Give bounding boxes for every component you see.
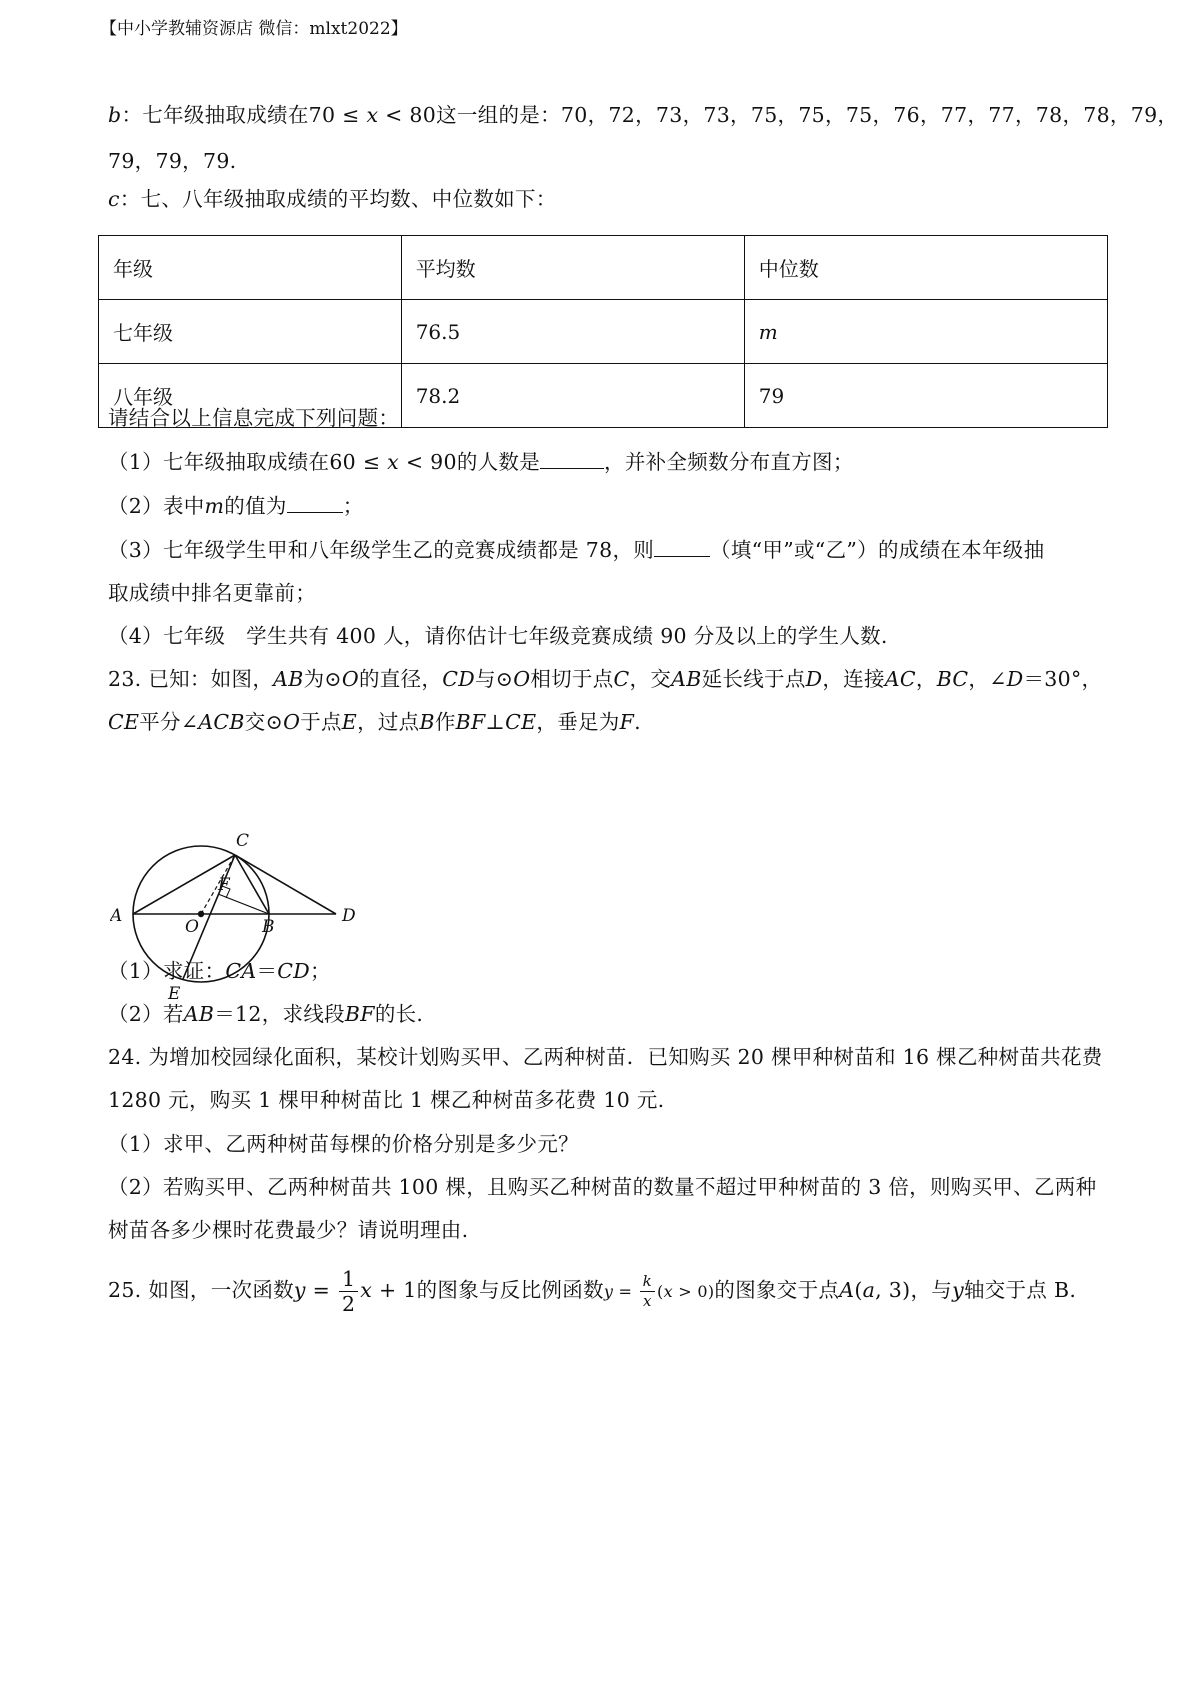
table-header-cell: 中位数 bbox=[744, 236, 1107, 300]
q22-2-var: m bbox=[204, 494, 225, 518]
q22-part-3 bbox=[108, 535, 1044, 565]
line-cd bbox=[235, 855, 336, 914]
part-b-values: 这一组的是：70，72，73，73，75，75，75，76，77，77，78，78，79， bbox=[436, 103, 1179, 127]
q23-math: BC bbox=[936, 667, 969, 691]
label-b: B bbox=[262, 917, 275, 937]
table-header-cell: 平均数 bbox=[401, 236, 744, 300]
q22-1-text-3: ，并补全频数分布直方图； bbox=[604, 450, 854, 474]
label-a: A bbox=[110, 906, 123, 926]
answer-blank[interactable] bbox=[540, 448, 604, 469]
q23-2-text: （2）若 bbox=[108, 1002, 184, 1026]
line-bf bbox=[218, 894, 269, 914]
q23-math: BF bbox=[455, 710, 486, 734]
table-header-row bbox=[99, 236, 1108, 300]
q23-text: ， bbox=[915, 667, 937, 691]
q23-1-text: （1）求证： bbox=[108, 959, 226, 983]
q23-text: 作 bbox=[434, 710, 456, 734]
q25-text: ，与 bbox=[910, 1278, 953, 1302]
line-cb bbox=[235, 855, 269, 914]
q25-math: = bbox=[613, 1282, 638, 1301]
q25-text: 轴交于点 B. bbox=[963, 1278, 1077, 1302]
fraction-denominator: x bbox=[642, 1292, 652, 1310]
q23-text: 23. 已知：如图， bbox=[108, 667, 274, 691]
label-f: F bbox=[218, 875, 230, 895]
q23-text: 为⊙ bbox=[303, 667, 342, 691]
page-header: 【中小学教辅资源店 微信：mlxt2022】 bbox=[100, 19, 408, 39]
part-b-text: ：七年级抽取成绩在 bbox=[121, 103, 309, 127]
q22-3-text-2: （填“甲”或“乙”）的成绩在本年级抽 bbox=[710, 538, 1045, 562]
q23-1-math: CA bbox=[225, 959, 257, 983]
table-row bbox=[99, 300, 1108, 364]
q25-math: ( bbox=[657, 1282, 664, 1301]
q23-text: ⊥ bbox=[485, 710, 506, 734]
part-b-var: x bbox=[366, 103, 379, 127]
q23-text: ，垂足为 bbox=[536, 710, 620, 734]
q23-math: O bbox=[513, 667, 531, 691]
q25-text: 25. 如图，一次函数 bbox=[108, 1278, 294, 1302]
q22-1-math-2: < 90 bbox=[399, 450, 457, 474]
q23-text: ＝30°， bbox=[1023, 667, 1103, 691]
q23-math: AB bbox=[273, 667, 304, 691]
q25-line-1 bbox=[108, 1262, 1076, 1320]
table-cell: 79 bbox=[744, 364, 1107, 428]
q23-math: F bbox=[619, 710, 635, 734]
q23-text: 延长线于点 bbox=[701, 667, 806, 691]
part-b-line-2: 79，79，79. bbox=[108, 149, 237, 173]
q22-1-text-2: 的人数是 bbox=[456, 450, 541, 474]
fraction-k-over-x bbox=[640, 1274, 655, 1309]
q23-line-2 bbox=[108, 707, 641, 737]
q23-1-text: ＝ bbox=[256, 959, 278, 983]
answer-blank[interactable] bbox=[654, 536, 710, 557]
q23-math: C bbox=[613, 667, 630, 691]
table-cell: m bbox=[744, 300, 1107, 364]
q22-2-text-2: 的值为 bbox=[224, 494, 287, 518]
q23-text: . bbox=[634, 710, 641, 734]
q22-part-3-cont: 取成绩中排名更靠前； bbox=[108, 581, 316, 605]
q22-intro: 请结合以上信息完成下列问题： bbox=[108, 406, 400, 430]
part-b-math-2: < 80 bbox=[378, 103, 437, 127]
answer-blank[interactable] bbox=[287, 492, 343, 513]
q22-1-text: （1）七年级抽取成绩在 bbox=[108, 450, 330, 474]
q23-math: E bbox=[341, 710, 358, 734]
q23-math: AB bbox=[671, 667, 702, 691]
q24-line-2: 1280 元，购买 1 棵甲种树苗比 1 棵乙种树苗多花费 10 元. bbox=[108, 1088, 665, 1112]
q25-math: y bbox=[952, 1278, 964, 1302]
q25-text: 的图象与反比例函数 bbox=[416, 1278, 604, 1302]
q25-math: x bbox=[360, 1278, 373, 1302]
table-cell: 76.5 bbox=[401, 300, 744, 364]
q25-math: x bbox=[663, 1282, 673, 1301]
q25-math: = bbox=[305, 1278, 337, 1302]
label-c: C bbox=[236, 831, 250, 851]
fraction-numerator: k bbox=[640, 1274, 655, 1292]
q25-math: > 0) bbox=[672, 1282, 715, 1301]
q23-math: CD bbox=[442, 667, 475, 691]
q23-1-text: ； bbox=[309, 959, 331, 983]
table-cell: 78.2 bbox=[401, 364, 744, 428]
part-b-math: 70 ≤ bbox=[308, 103, 367, 127]
q23-math: ACB bbox=[198, 710, 245, 734]
q25-math: , 3) bbox=[875, 1278, 911, 1302]
q23-1-math: CD bbox=[277, 959, 310, 983]
q23-math: AC bbox=[884, 667, 916, 691]
q22-1-var: x bbox=[387, 450, 400, 474]
q23-math: CE bbox=[108, 710, 140, 734]
q22-2-text-3: ； bbox=[342, 494, 364, 518]
part-c-text: ：七、八年级抽取成绩的平均数、中位数如下： bbox=[119, 187, 557, 211]
q25-math: + 1 bbox=[372, 1278, 417, 1302]
q23-text: ，连接 bbox=[822, 667, 885, 691]
q23-text: 相切于点 bbox=[530, 667, 614, 691]
q23-text: 交⊙ bbox=[244, 710, 284, 734]
q24-part-2-cont: 树苗各多少棵时花费最少？请说明理由. bbox=[108, 1218, 469, 1242]
q23-2-text: ＝12，求线段 bbox=[214, 1002, 345, 1026]
label-e: E bbox=[168, 984, 181, 1001]
q23-text: 的直径， bbox=[359, 667, 443, 691]
table-cell: 七年级 bbox=[99, 300, 402, 364]
q23-2-math: BF bbox=[344, 1002, 375, 1026]
q25-math: y bbox=[293, 1278, 306, 1302]
stats-table bbox=[98, 235, 1108, 428]
q22-part-1 bbox=[108, 447, 854, 477]
q23-math: D bbox=[1006, 667, 1024, 691]
table-header-cell: 年级 bbox=[99, 236, 402, 300]
q22-part-2 bbox=[108, 491, 364, 521]
q25-math: a bbox=[862, 1278, 876, 1302]
table-cell: 八年级 bbox=[99, 364, 402, 428]
fraction-numerator: 1 bbox=[339, 1269, 358, 1293]
q23-text: 于点 bbox=[300, 710, 342, 734]
q25-text: 的图象交于点 bbox=[714, 1278, 840, 1302]
q24-part-2: （2）若购买甲、乙两种树苗共 100 棵，且购买乙种树苗的数量不超过甲种树苗的 3 倍，则购买甲、乙两种 bbox=[108, 1175, 1097, 1199]
part-c-line bbox=[108, 184, 557, 214]
q23-text: ，交 bbox=[629, 667, 672, 691]
q25-math: A bbox=[839, 1278, 855, 1302]
part-b-line-1 bbox=[108, 100, 1178, 130]
q23-math: O bbox=[283, 710, 301, 734]
q22-2-text: （2）表中 bbox=[108, 494, 205, 518]
q23-math: B bbox=[419, 710, 435, 734]
q23-math: D bbox=[805, 667, 823, 691]
q23-2-text: 的长. bbox=[374, 1002, 424, 1026]
q22-part-4: （4）七年级 学生共有 400 人，请你估计七年级竞赛成绩 90 分及以上的学生人数. bbox=[108, 624, 888, 648]
q23-text: 平分∠ bbox=[139, 710, 199, 734]
fraction-denominator: 2 bbox=[341, 1292, 356, 1316]
q23-text: ，过点 bbox=[357, 710, 420, 734]
q24-line-1: 24. 为增加校园绿化面积，某校计划购买甲、乙两种树苗．已知购买 20 棵甲种树苗和 16 棵乙种树苗共花费 bbox=[108, 1045, 1103, 1069]
q25-math: ( bbox=[854, 1278, 863, 1302]
q23-math: O bbox=[341, 667, 359, 691]
q25-math: y bbox=[603, 1282, 614, 1301]
q22-1-math: 60 ≤ bbox=[329, 450, 388, 474]
q23-text: 与⊙ bbox=[474, 667, 514, 691]
label-o: O bbox=[185, 917, 199, 937]
part-c-label: c bbox=[108, 187, 120, 211]
q23-2-math: AB bbox=[183, 1002, 215, 1026]
q23-line-1 bbox=[108, 664, 1102, 694]
q23-part-1 bbox=[108, 956, 331, 986]
part-b-label: b bbox=[108, 103, 122, 127]
q22-3-text: （3）七年级学生甲和八年级学生乙的竞赛成绩都是 78，则 bbox=[108, 538, 655, 562]
q24-part-1: （1）求甲、乙两种树苗每棵的价格分别是多少元？ bbox=[108, 1132, 579, 1156]
q23-math: CE bbox=[505, 710, 537, 734]
q23-text: ，∠ bbox=[968, 667, 1007, 691]
q23-part-2 bbox=[108, 999, 423, 1029]
fraction-one-half bbox=[339, 1266, 358, 1316]
label-d: D bbox=[342, 906, 356, 926]
